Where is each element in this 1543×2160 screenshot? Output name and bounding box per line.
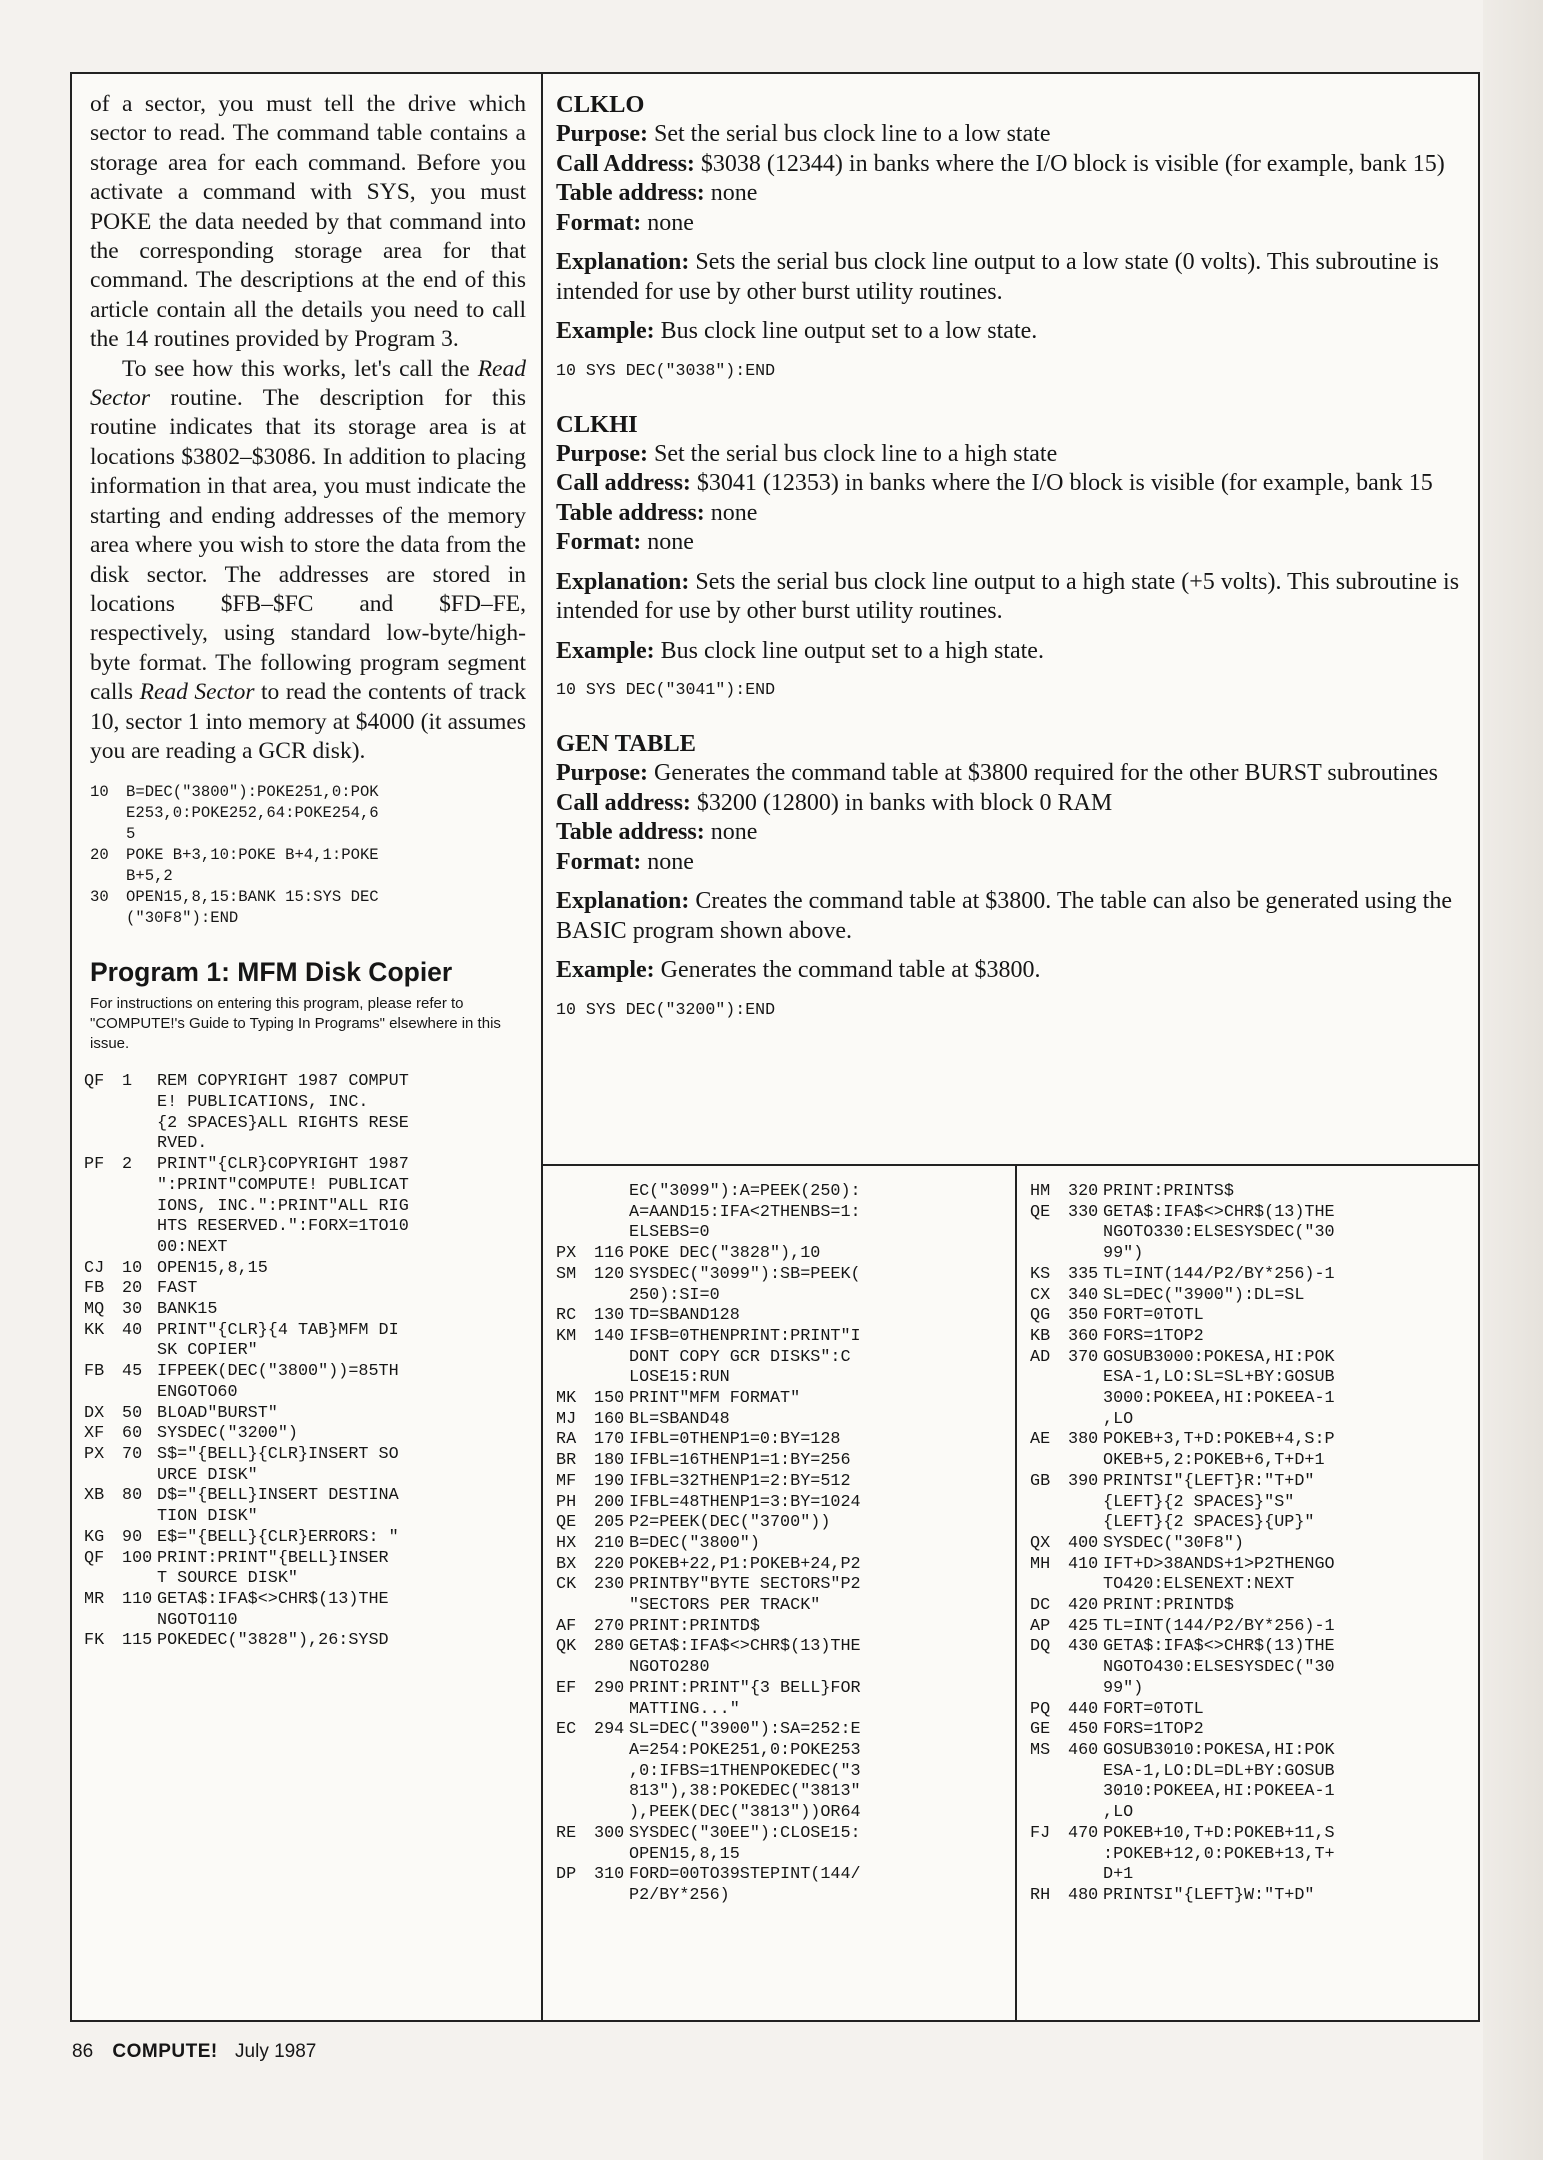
example-field: Example: Generates the command table at $3800. [556,957,1041,983]
listing-line: FB 20 FAST [84,1279,198,1299]
article-column [84,90,526,1652]
column-divider [541,74,543,2020]
listing-line: QF 1 REM COPYRIGHT 1987 COMPUT E! PUBLICATIONS, INC. {2 SPACES}ALL RIGHTS RESE RVED. [84,1072,409,1154]
purpose-field: Purpose: Set the serial bus clock line to a high state [556,440,1058,467]
reference-column [556,90,1468,1019]
adjacent-page-edge [1483,0,1543,2160]
listing-line: CJ 10 OPEN15,8,15 [84,1258,268,1278]
listing-line: QK 280 GETA$:IFA$<>CHR$(13)THE NGOTO280 [556,1637,861,1678]
listing-line: HX 210 B=DEC("3800") [556,1533,760,1553]
table-address-field: Table address: none [556,180,758,206]
listing-line: QE 205 P2=PEEK(DEC("3700")) [556,1513,831,1533]
table-address-field: Table address: none [556,499,758,526]
listing-line: DC 420 PRINT:PRINTD$ [1030,1596,1234,1616]
section-divider [541,1164,1478,1166]
section-clklo [556,90,1468,380]
listing-line: QF 100 PRINT:PRINT"{BELL}INSER T SOURCE DISK" [84,1548,389,1589]
listing-line: AP 425 TL=INT(144/P2/BY*256)-1 [1030,1616,1335,1636]
listing-line: EC 294 SL=DEC("3900"):SA=252:E A=254:POKE251,0:POKE253 ,0:IFBS=1THENPOKEDEC("3 813"),38:POKEDEC("3813" ),PEEK(DEC("3813"))OR64 [556,1720,861,1823]
listing-line: MQ 30 BANK15 [84,1300,218,1320]
listing-line: RC 130 TD=SBAND128 [556,1306,740,1326]
section-gen-table [556,729,1468,1019]
listing-line: GB 390 PRINTSI"{LEFT}R:"T+D" {LEFT}{2 SPACES}"S" {LEFT}{2 SPACES}{UP}" [1030,1471,1315,1533]
listing-line: PQ 440 FORT=0TOTL [1030,1699,1204,1719]
page-frame [70,72,1480,2022]
section-clkhi [556,410,1468,700]
listing-line: HM 320 PRINT:PRINTS$ [1030,1182,1234,1201]
section-title: CLKHI [556,410,638,438]
call-address-field: Call address: $3200 (12800) in banks with block 0 RAM [556,789,1113,816]
listing-line: GE 450 FORS=1TOP2 [1030,1720,1204,1740]
listing-line: DX 50 BLOAD"BURST" [84,1403,278,1423]
page-number: 86 [72,2041,94,2062]
listing-line: QE 330 GETA$:IFA$<>CHR$(13)THE NGOTO330:ELSESYSDEC("30 99") [1030,1202,1335,1264]
listing-line: MS 460 GOSUB3010:POKESA,HI:POK ESA-1,LO:DL=DL+BY:GOSUB 3010:POKEEA,HI:POKEEA-1 ,LO [1030,1740,1335,1823]
explanation-field: Explanation: Sets the serial bus clock line output to a low state (0 volts). This subroutine is intended for use by other burst utility routines. [556,249,1439,305]
call-address-field: Call address: $3041 (12353) in banks where the I/O block is visible (for example, bank 15 [556,470,1433,496]
listing-line: FK 115 POKEDEC("3828"),26:SYSD [84,1631,389,1651]
article-paragraph-2: To see how this works, let's call the Read Sector routine. The description for this routine indicates that its storage area is at locations $3802–$3086. In addition to placing information in that area, you must indicate the starting and ending addresses of the memory area where you wish to store the data from the disk sector. The addresses are stored in locations $FB–$FC and $FD–FE, respectively, using standard low-byte/high-byte format. The following program segment calls Read Sector to read the contents of track 10, sector 1 into memory at $4000 (it assumes you are reading a GCR disk). [90,355,526,764]
listing-line: DP 310 FORD=00TO39STEPINT(144/ P2/BY*256) [556,1865,861,1905]
purpose-field: Purpose: Generates the command table at $3800 required for the other BURST subroutines [556,760,1439,786]
listing-line: RH 480 PRINTSI"{LEFT}W:"T+D" [1030,1885,1315,1905]
format-field: Format: none [556,848,694,875]
listing-line: EC("3099"):A=PEEK(250): A=AAND15:IFA<2THENBS=1: ELSEBS=0 [629,1182,861,1243]
listing-line: AE 380 POKEB+3,T+D:POKEB+4,S:P OKEB+5,2:POKEB+6,T+D+1 [1030,1430,1335,1471]
listing-line: QG 350 FORT=0TOTL [1030,1306,1204,1326]
example-field: Example: Bus clock line output set to a low state. [556,318,1038,344]
code-line: 30 OPEN15,8,15:BANK 15:SYS DEC ("30F8"):END [90,888,379,928]
listing-line: KG 90 E$="{BELL}{CLR}ERRORS: " [84,1527,399,1547]
listing-divider [1015,1166,1017,2020]
listing-column-1 [84,1072,526,1652]
listing-line: FB 45 IFPEEK(DEC("3800"))=85TH ENGOTO60 [84,1362,399,1402]
section-title: CLKLO [556,91,645,118]
listing-line: XB 80 D$="{BELL}INSERT DESTINA TION DISK" [84,1486,399,1527]
magazine-name: COMPUTE! [112,2041,218,2062]
example-code: 10 SYS DEC("3038"):END [556,360,776,380]
program-title: Program 1: MFM Disk Copier [90,957,453,988]
explanation-field: Explanation: Creates the command table at $3800. The table can also be generated using the BASIC program shown above. [556,888,1452,944]
listing-line: PX 70 S$="{BELL}{CLR}INSERT SO URCE DISK" [84,1445,399,1485]
listing-line: MK 150 PRINT"MFM FORMAT" [556,1389,801,1409]
format-field: Format: none [556,209,694,236]
explanation-field: Explanation: Sets the serial bus clock line output to a high state (+5 volts). This subroutine is intended for use by other burst utility routines. [556,568,1460,624]
listing-line: QX 400 SYSDEC("30F8") [1030,1533,1244,1553]
example-code [90,782,526,929]
example-field: Example: Bus clock line output set to a high state. [556,637,1044,664]
article-paragraph-1: of a sector, you must tell the drive which sector to read. The command table contains a storage area for each command. Before you activate a command with SYS, you must POKE the data needed by that command into the corresponding storage area for that command. The descriptions at the end of this article contain all the details you need to call the 14 routines provided by Program 3. [90,91,526,353]
listing-line: MR 110 GETA$:IFA$<>CHR$(13)THE NGOTO110 [84,1589,389,1630]
listing-line: KB 360 FORS=1TOP2 [1030,1326,1204,1346]
listing-column-3 [1030,1182,1470,1907]
listing-line: KM 140 IFSB=0THENPRINT:PRINT"I DONT COPY GCR DISKS":C LOSE15:RUN [556,1326,861,1388]
listing-line: EF 290 PRINT:PRINT"{3 BELL}FOR MATTING..." [556,1678,861,1719]
code-line: 20 POKE B+3,10:POKE B+4,1:POKE B+5,2 [90,846,379,886]
listing-line: CX 340 SL=DEC("3900"):DL=SL [1030,1285,1305,1305]
listing-line: AF 270 PRINT:PRINTD$ [556,1616,760,1636]
example-code: 10 SYS DEC("3200"):END [556,999,776,1019]
listing-line: KS 335 TL=INT(144/P2/BY*256)-1 [1030,1264,1335,1284]
listing-line: BX 220 POKEB+22,P1:POKEB+24,P2 [556,1554,861,1574]
listing-line: PH 200 IFBL=48THENP1=3:BY=1024 [556,1492,861,1512]
listing-line: AD 370 GOSUB3000:POKESA,HI:POK ESA-1,LO:SL=SL+BY:GOSUB 3000:POKEEA,HI:POKEEA-1 ,LO [1030,1347,1335,1429]
table-address-field: Table address: none [556,819,758,845]
listing-line: MH 410 IFT+D>38ANDS+1>P2THENGO TO420:ELSENEXT:NEXT [1030,1554,1335,1595]
listing-line: BR 180 IFBL=16THENP1=1:BY=256 [556,1451,851,1471]
format-field: Format: none [556,529,694,555]
listing-line: DQ 430 GETA$:IFA$<>CHR$(13)THE NGOTO430:ELSESYSDEC("30 99") [1030,1637,1335,1698]
listing-column-2 [556,1182,1001,1907]
section-title: GEN TABLE [556,730,697,757]
listing-line: RA 170 IFBL=0THENP1=0:BY=128 [556,1430,841,1450]
listing-line: CK 230 PRINTBY"BYTE SECTORS"P2 "SECTORS PER TRACK" [556,1575,861,1616]
example-code: 10 SYS DEC("3041"):END [556,680,776,699]
listing-line: MF 190 IFBL=32THENP1=2:BY=512 [556,1471,851,1491]
listing-line: MJ 160 BL=SBAND48 [556,1409,730,1429]
listing-line: SM 120 SYSDEC("3099"):SB=PEEK( 250):SI=0 [556,1264,861,1305]
issue-date: July 1987 [235,2041,317,2062]
listing-line: RE 300 SYSDEC("30EE"):CLOSE15: OPEN15,8,15 [556,1823,861,1864]
purpose-field: Purpose: Set the serial bus clock line to a low state [556,121,1051,147]
listing-line: PF 2 PRINT"{CLR}COPYRIGHT 1987 ":PRINT"COMPUTE! PUBLICAT IONS, INC.":PRINT"ALL RIG HTS RESERVED.":FORX=1TO10 00:NEXT [84,1155,409,1257]
listing-line: PX 116 POKE DEC("3828"),10 [556,1244,821,1264]
listing-line: FJ 470 POKEB+10,T+D:POKEB+11,S :POKEB+12,0:POKEB+13,T+ D+1 [1030,1823,1335,1885]
call-address-field: Call Address: $3038 (12344) in banks where the I/O block is visible (for example, bank 15) [556,150,1445,177]
program-note: For instructions on entering this program, please refer to "COMPUTE!'s Guide to Typing In Programs" elsewhere in this issue. [90,995,501,1053]
code-line: 10 B=DEC("3800"):POKE251,0:POK E253,0:POKE252,64:POKE254,6 5 [90,783,379,844]
page-footer [72,2041,316,2063]
listing-line: XF 60 SYSDEC("3200") [84,1424,298,1444]
listing-line: KK 40 PRINT"{CLR}{4 TAB}MFM DI SK COPIER" [84,1320,399,1361]
